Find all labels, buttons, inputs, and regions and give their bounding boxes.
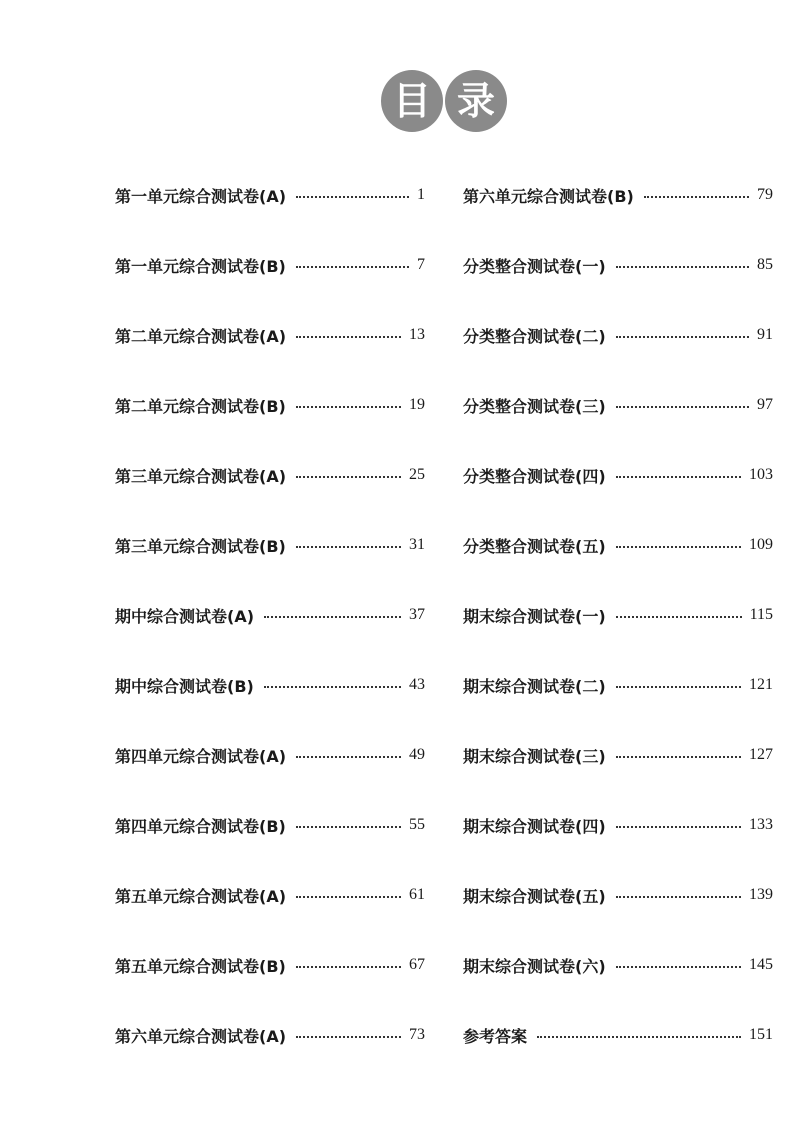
toc-entry-page: 67: [409, 956, 425, 973]
toc-entry[interactable]: [115, 580, 425, 650]
toc-entry[interactable]: [115, 790, 425, 860]
toc-entry-page: 37: [409, 606, 425, 623]
toc-left-column: [115, 160, 425, 1070]
dot-leader: [616, 686, 741, 688]
toc-entry-label: 第二单元综合测试卷(A): [115, 326, 287, 346]
dot-leader: [644, 196, 749, 198]
toc-entry[interactable]: [463, 370, 773, 440]
toc-entry-label: 第二单元综合测试卷(B): [115, 396, 286, 416]
dot-leader: [296, 756, 401, 758]
toc-entry[interactable]: [115, 510, 425, 580]
dot-leader: [616, 616, 742, 618]
toc-entry-page: 25: [409, 466, 425, 483]
toc-entry-label: 第一单元综合测试卷(A): [115, 186, 287, 206]
toc-entry-page: 13: [409, 326, 425, 343]
dot-leader: [296, 826, 401, 828]
toc-entry-label: 期中综合测试卷(B): [115, 676, 254, 696]
toc-entry-label: 第三单元综合测试卷(B): [115, 536, 286, 556]
toc-entry-label: 分类整合测试卷(一): [463, 256, 606, 276]
toc-entry-page: 109: [749, 536, 773, 553]
toc-entry[interactable]: [115, 1000, 425, 1070]
toc-entry[interactable]: [115, 930, 425, 1000]
toc-entry[interactable]: [115, 300, 425, 370]
toc-entry[interactable]: [115, 370, 425, 440]
toc-entry-page: 49: [409, 746, 425, 763]
toc-entry-label: 期末综合测试卷(二): [463, 676, 606, 696]
toc-entry-label: 期末综合测试卷(五): [463, 886, 606, 906]
toc-entry-label: 期中综合测试卷(A): [115, 606, 255, 626]
toc-entry[interactable]: [115, 860, 425, 930]
toc-entry-page: 79: [757, 186, 773, 203]
toc-entry[interactable]: [115, 440, 425, 510]
toc-entry-label: 第一单元综合测试卷(B): [115, 256, 286, 276]
dot-leader: [616, 756, 741, 758]
dot-leader: [616, 336, 749, 338]
toc-entry[interactable]: [463, 160, 773, 230]
toc-entry-label: 分类整合测试卷(三): [463, 396, 606, 416]
toc-entry[interactable]: [115, 230, 425, 300]
toc-entry-label: 第四单元综合测试卷(B): [115, 816, 286, 836]
toc-entry[interactable]: [115, 160, 425, 230]
toc-entry-label: 第五单元综合测试卷(A): [115, 886, 287, 906]
toc-entry-page: 1: [417, 186, 425, 203]
dot-leader: [296, 406, 401, 408]
dot-leader: [616, 266, 749, 268]
dot-leader: [616, 546, 741, 548]
toc-entry[interactable]: [463, 720, 773, 790]
toc-entry-label: 期末综合测试卷(三): [463, 746, 606, 766]
toc-entry-page: 97: [757, 396, 773, 413]
dot-leader: [296, 336, 401, 338]
toc-entry-page: 7: [417, 256, 425, 273]
dot-leader: [616, 406, 749, 408]
toc-entry-page: 151: [749, 1026, 773, 1043]
toc-entry-label: 第五单元综合测试卷(B): [115, 956, 286, 976]
dot-leader: [296, 1036, 401, 1038]
toc-entry[interactable]: [463, 580, 773, 650]
toc-entry-page: 121: [749, 676, 773, 693]
toc-entry-page: 103: [749, 466, 773, 483]
toc-entry[interactable]: [463, 510, 773, 580]
dot-leader: [296, 966, 401, 968]
toc-entry-label: 第六单元综合测试卷(A): [115, 1026, 287, 1046]
toc-entry-label: 第六单元综合测试卷(B): [463, 186, 634, 206]
toc-entry-page: 115: [749, 606, 773, 623]
toc-entry-label: 分类整合测试卷(四): [463, 466, 606, 486]
title-char-mu: 目: [381, 70, 443, 132]
toc-entry-page: 55: [409, 816, 425, 833]
toc-entry-page: 43: [409, 676, 425, 693]
dot-leader: [537, 1036, 741, 1038]
toc-entry-label: 期末综合测试卷(一): [463, 606, 606, 626]
toc-entry-page: 133: [749, 816, 773, 833]
toc-entry-page: 19: [409, 396, 425, 413]
toc-entry-page: 139: [749, 886, 773, 903]
dot-leader: [616, 896, 741, 898]
toc-entry-page: 127: [749, 746, 773, 763]
toc-entry[interactable]: [463, 230, 773, 300]
toc-entry-label: 期末综合测试卷(六): [463, 956, 606, 976]
toc-entry[interactable]: [115, 720, 425, 790]
dot-leader: [296, 196, 409, 198]
toc-entry[interactable]: [463, 790, 773, 860]
toc-entry[interactable]: [115, 650, 425, 720]
toc-entry-label: 分类整合测试卷(二): [463, 326, 606, 346]
dot-leader: [616, 966, 741, 968]
dot-leader: [264, 686, 401, 688]
toc-entry-page: 91: [757, 326, 773, 343]
toc-entry-page: 31: [409, 536, 425, 553]
toc-entry[interactable]: [463, 300, 773, 370]
toc-entry-label: 第四单元综合测试卷(A): [115, 746, 287, 766]
toc-entry-page: 61: [409, 886, 425, 903]
title-char-lu: 录: [445, 70, 507, 132]
dot-leader: [616, 826, 741, 828]
toc-entry-label: 第三单元综合测试卷(A): [115, 466, 287, 486]
toc-entry-page: 85: [757, 256, 773, 273]
dot-leader: [296, 896, 401, 898]
dot-leader: [616, 476, 741, 478]
toc-entry-label: 期末综合测试卷(四): [463, 816, 606, 836]
toc-right-column: [463, 160, 773, 1070]
toc-entry[interactable]: [463, 1000, 773, 1070]
dot-leader: [296, 476, 401, 478]
toc-entry-page: 145: [749, 956, 773, 973]
toc-entry[interactable]: [463, 440, 773, 510]
dot-leader: [296, 546, 401, 548]
page-title: [381, 70, 509, 132]
toc-entry[interactable]: [463, 930, 773, 1000]
toc-entry[interactable]: [463, 650, 773, 720]
toc-entry-page: 73: [409, 1026, 425, 1043]
dot-leader: [264, 616, 401, 618]
toc-entry-label: 参考答案: [463, 1026, 528, 1046]
toc-entry[interactable]: [463, 860, 773, 930]
toc-entry-label: 分类整合测试卷(五): [463, 536, 606, 556]
dot-leader: [296, 266, 409, 268]
